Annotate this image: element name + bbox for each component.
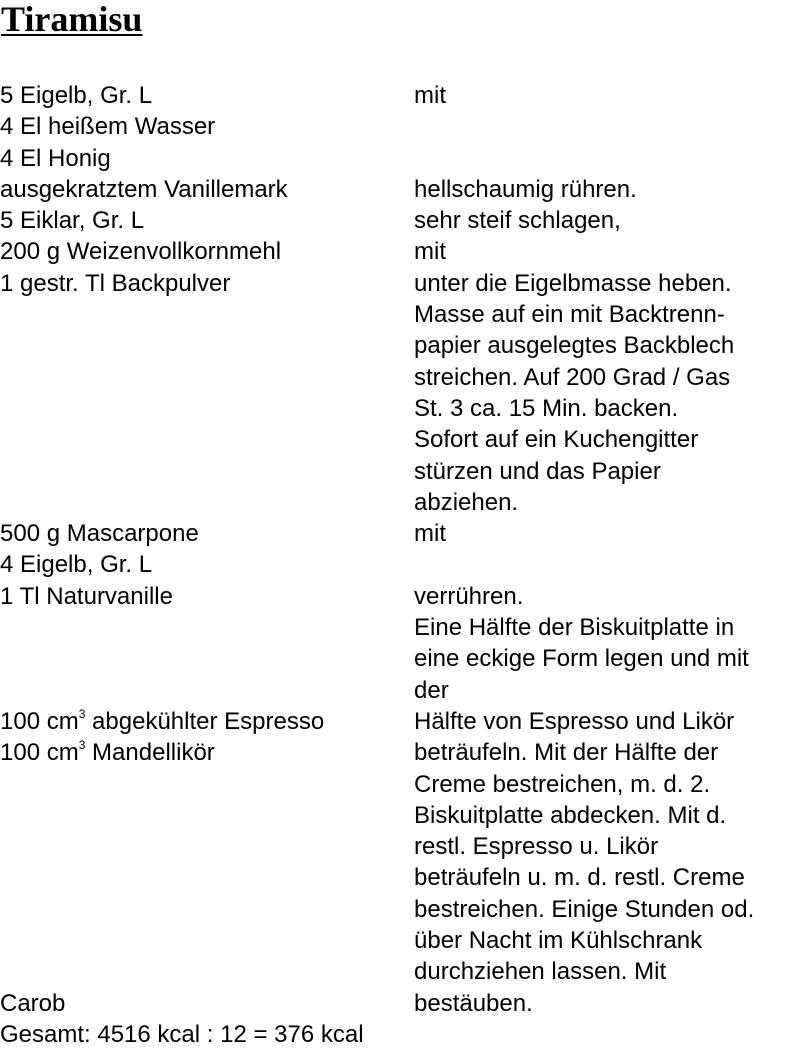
unit-superscript: 3 xyxy=(78,706,86,721)
ingredient-text: 1 gestr. Tl Backpulver xyxy=(0,269,231,297)
ingredient-text: 100 cm xyxy=(0,739,79,767)
instruction-line: hellschaumig rühren. xyxy=(414,175,637,203)
instruction xyxy=(414,236,795,267)
ingredient xyxy=(0,111,414,142)
instruction xyxy=(414,143,795,174)
calorie-total: Gesamt: 4516 kcal : 12 = 376 kcal xyxy=(0,1020,364,1048)
ingredient xyxy=(0,80,414,111)
ingredient xyxy=(0,737,414,768)
ingredient xyxy=(0,581,414,612)
ingredient-text: 4 El Honig xyxy=(0,144,111,172)
instruction-line: über Nacht im Kühlschrank xyxy=(414,927,703,955)
recipe-row xyxy=(0,518,795,549)
instruction xyxy=(414,205,795,236)
instruction-line: mit xyxy=(414,82,446,109)
instruction-line: sehr steif schlagen, xyxy=(414,207,621,235)
ingredient-text-rest: abgekühlter Espresso xyxy=(85,707,325,735)
recipe-row xyxy=(0,174,795,205)
recipe-row xyxy=(0,549,795,580)
instruction xyxy=(414,111,795,142)
instruction-line: bestäuben. xyxy=(414,989,533,1017)
ingredient xyxy=(0,143,414,174)
ingredient-text: ausgekratztem Vanillemark xyxy=(0,175,288,203)
instruction xyxy=(414,581,795,706)
ingredient xyxy=(0,988,414,1019)
instruction xyxy=(414,518,795,549)
ingredient xyxy=(0,174,414,205)
instruction xyxy=(414,174,795,205)
instruction xyxy=(414,737,795,987)
ingredient xyxy=(0,518,414,549)
instruction-line: Hälfte von Espresso und Likör xyxy=(414,707,735,735)
recipe-title: Tiramisu xyxy=(1,0,143,39)
instruction-line: eine eckige Form legen und mit xyxy=(414,645,749,673)
ingredient xyxy=(0,205,414,236)
ingredient-text: 1 Tl Naturvanille xyxy=(0,582,173,610)
ingredient-text: 100 cm xyxy=(0,707,79,735)
recipe-rows xyxy=(0,80,795,1019)
ingredient-text: 5 Eigelb, Gr. L xyxy=(0,82,153,109)
ingredient xyxy=(0,236,414,267)
instruction-line: Masse auf ein mit Backtrenn- xyxy=(414,301,725,329)
recipe-row xyxy=(0,737,795,987)
recipe-row xyxy=(0,80,795,111)
instruction-line: abziehen. xyxy=(414,488,519,516)
ingredient-text: 200 g Weizenvollkornmehl xyxy=(0,238,282,266)
instruction-line: beträufeln. Mit der Hälfte der xyxy=(414,739,719,767)
instruction-line: durchziehen lassen. Mit xyxy=(414,958,667,986)
instruction-line: verrühren. xyxy=(414,582,524,610)
recipe-row xyxy=(0,988,795,1019)
instruction xyxy=(414,706,795,737)
instruction xyxy=(414,549,795,580)
recipe-row xyxy=(0,205,795,236)
instruction-line: beträufeln u. m. d. restl. Creme xyxy=(414,864,745,892)
instruction xyxy=(414,80,795,111)
recipe-table xyxy=(0,80,795,1050)
instruction-line: streichen. Auf 200 Grad / Gas xyxy=(414,363,731,391)
instruction-line: der xyxy=(414,676,449,704)
recipe-row xyxy=(0,111,795,142)
instruction-line: St. 3 ca. 15 Min. backen. xyxy=(414,394,679,422)
ingredient-text: 4 Eigelb, Gr. L xyxy=(0,551,153,579)
instruction-line: stürzen und das Papier xyxy=(414,457,661,485)
ingredient xyxy=(0,549,414,580)
ingredient-text: 4 El heißem Wasser xyxy=(0,113,216,141)
ingredient xyxy=(0,268,414,299)
recipe-row xyxy=(0,581,795,706)
instruction-line: papier ausgelegtes Backblech xyxy=(414,332,735,360)
unit-superscript: 3 xyxy=(78,738,86,753)
ingredient-text: 5 Eiklar, Gr. L xyxy=(0,207,145,235)
instruction-line: Biskuitplatte abdecken. Mit d. xyxy=(414,801,727,829)
instruction xyxy=(414,988,795,1019)
instruction xyxy=(414,268,795,518)
recipe-row xyxy=(0,143,795,174)
instruction-line: mit xyxy=(414,520,446,548)
instruction-line: Sofort auf ein Kuchengitter xyxy=(414,426,699,454)
ingredient xyxy=(0,706,414,737)
ingredient-text-rest: Mandellikör xyxy=(85,739,215,767)
recipe-row xyxy=(0,236,795,267)
instruction-line: bestreichen. Einige Stunden od. xyxy=(414,895,755,923)
instruction-line: mit xyxy=(414,238,446,266)
ingredient-text: 500 g Mascarpone xyxy=(0,520,199,548)
recipe-row xyxy=(0,706,795,737)
instruction-line: Creme bestreichen, m. d. 2. xyxy=(414,770,711,798)
instruction-line: Eine Hälfte der Biskuitplatte in xyxy=(414,614,735,642)
instruction-line: restl. Espresso u. Likör xyxy=(414,833,659,861)
instruction-line: unter die Eigelbmasse heben. xyxy=(414,269,732,297)
recipe-row xyxy=(0,268,795,518)
ingredient-text: Carob xyxy=(0,989,66,1017)
